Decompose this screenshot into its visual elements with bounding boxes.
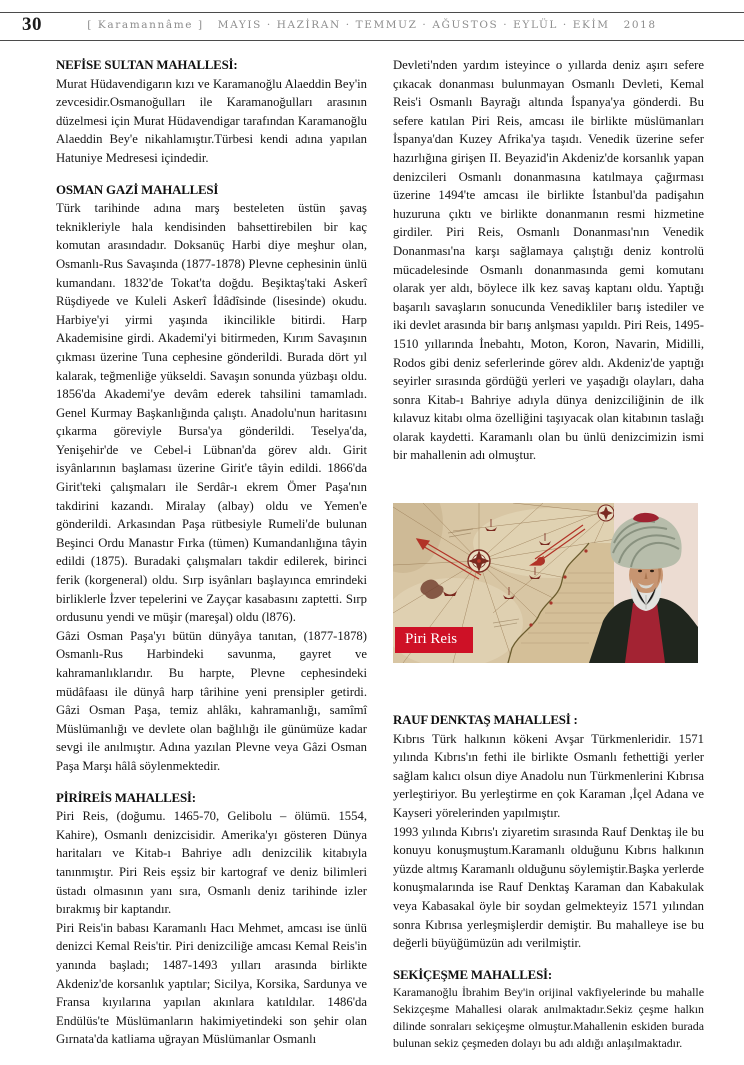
paragraph: Gâzi Osman Paşa'yı bütün dünyâya tanıtan, (1877-1878) Osmanlı-Rus Harbindeki savunma, gayret ve kahramanlıklarıdır. Bu harpte, Plevne cephesindeki müdâfaası ile dünyâ harp târihine yeni prensipler getirdi. Gâzi Osman Paşa, temiz ahlâkı, kahramanlığı, samîmî Müslümanlığı ve devlete olan bağlılığı ile günümüze kadar sevgi ile anılmıştır. Adına yazılan Plevne veya Gâzi Osman Paşa Marşı hâlâ söylenmektedir. <box>56 628 367 773</box>
page-number: 30 <box>22 14 42 35</box>
journal-title-line <box>0 19 744 31</box>
paragraph: Piri Reis, (doğumu. 1465-70, Gelibolu – ölümü. 1554, Kahire), Osmanlı denizcisidir. Amerika'yı gösteren Dünya haritaları ve Kitab-ı Bahriye adlı denizcilik kitabıyla tanınmıştır. Piri Reis eşsiz bir kartograf ve deniz bilimleri üstadı olmasının yanı sıra, Osmanlı deniz tarihinde izler bırakmış bir kaptandır. <box>56 809 367 917</box>
article-columns <box>56 56 704 1065</box>
paragraph: Devleti'nden yardım isteyince o yıllarda deniz aşırı sefere çıkacak donanması bulunmayan Osmanlı Devleti, Kemal Reis'i Osmanlı Bayrağı altında İspanya'ya gönderdi. Bu sefere katılan Piri Reis, amcası ile birlikte müslümanları İspanya'dan Kuzey Afrika'ya taşıdı. Venedik üzerine sefer hazırlığına girişen II. Beyazid'in Akdeniz'de korsanlık yapan denizcileri Osmanlı donanmasına katılmaya çağırması üzerine 1494'te amcası ile birlikte İstanbul'da padişahın huzuruna çıktı ve birlikte donanmanın resmi hizmetine girdiler. Piri Reis, Osmanlı Donanması'nın Venedik Donanması'na karşı sağlamaya çalıştığı deniz kontrolü mücadelesinde Osmanlı donanmasında gemi komutanı olarak yer aldı, böylece ilk kez savaş kaptanı oldu. Yaptığı başarılı savaşların sonucunda Venedikliler barış istediler ve iki devlet arasında bir barış anlşması yapıldı. Piri Reis, 1495-1510 yıllarında İnebahtı, Moton, Koron, Navarin, Midilli, Rodos gibi deniz seferlerinde görev aldı. Akdeniz'de yaptığı seyirler sırasında gördüğü yerleri ve yaşadığı olayları, daha sonra Kitab-ı Bahriye adıyla dünya denizciliğinin de ilk kılavuz kitabı olma özelliğini taşıyacak olan kitabının taslağı olarak kaydetti. Karamanlı olan bu ünlü denizcimizin ismi bir mahallenin adı olmuştur. <box>393 58 704 463</box>
section-heading: NEFİSE SULTAN MAHALLESİ: <box>56 58 238 72</box>
section-pirireis <box>56 789 367 1049</box>
journal-brand: [ Karamannâme ] <box>87 19 204 31</box>
section-sekicesme <box>393 966 704 1052</box>
paragraph: Türk tarihinde adına marş besteleten üstün şavaş teknikleriyle hala kendisinden bahsettirebilen bir kaç komutan arasındadır. Doksanüç Harbi diye meşhur olan, Osmanlı-Rus Savaşında (1877-1878) Plevne cephesinin ünlü kumandanı. 1832'de Tokat'ta doğdu. Beşiktaş'taki Askerî Rüşdiyede ve Kuleli Askerî İdâdîsinde (lisesinde) okudu. Harbiye'yi yirmi yaşında ikincilikle bitirdi. Harp Akademisine girdi. Akademi'yi bitirmeden, Kırım Savaşının çıkması üzerine Tuna cephesine gönderildi. Burada dört yıl kalarak, teğmenliğe yükseldi. Savaşın sonunda yüzbaşı oldu. 1856'da Akademi'ye devâm ederek tahsilini tamamladı. Genel Kurmay Başkanlığında çalıştı. Anadolu'nun haritasını çıkarma göreviyle Bursa'ya gönderildi. Teselya'da, Yenişehir'de ve Cebel-i Lübnan'da görev aldı. Girit isyânlarının başlaması üzerine Girit'e tâyin edildi. 1866'da Girit'teki çalışmaları ile Serdâr-ı ekrem Ömer Paşa'nın takdirini kazandı. Miralay (albay) oldu ve Yemen'e gönderildi. Arkasından Paşa rütbesiyle Rumeli'de bulunan Beşinci Ordu Manastır Fırka (tümen) Kumandanlığına tâyin edildi (1875). Buradaki çalışmaları takdir edilerek, birinci ferik (korgeneral) oldu. Sırp isyânları başlayınca emrindeki birliklerle İzver tepelerini ve Zayçar kasabasını zaptetti. Sırp ordusunu yendi ve müşir (mareşal) oldu (l876). <box>56 201 367 625</box>
header-rule-top <box>0 12 744 13</box>
section-nefise-sultan <box>56 56 367 168</box>
paragraph: Kıbrıs Türk halkının kökeni Avşar Türkmenleridir. 1571 yılında Kıbrıs'ın fethi ile birlikte Osmanlı fethettiği yerler sağlam kalıcı olsun diye Anadolu nun Türkmenlerini Kıbrısa yerleştiriyor. Bu yerleştirme en çok Karaman ,İçel Adana ve Kayseri yörelerinden yapılmıştır. <box>393 731 704 821</box>
figure-caption: Piri Reis <box>395 627 473 653</box>
section-pirireis-continuation <box>393 56 704 465</box>
left-column <box>56 56 367 1065</box>
paragraph: 1993 yılında Kıbrıs'ı ziyaretim sırasında Rauf Denktaş ile bu konuyu konuşmuştum.Karamanlı olduğunu Kıbrıs halkının yüzde altmış Karamanlı olduğunu söylemiştir.Başka yerlerde konuşmalarında ise Rauf Denktaş Karaman dan Kabakulak veya Kabasakal öyle bir soydan gelmekteyiz 1571 yılından sonra Kıbrısa yerleşmişlerdir demiştir. Bu mahalleye ise bu değerli büyüğümüzün adı verilmiştir. <box>393 824 704 951</box>
journal-year: 2018 <box>623 19 657 31</box>
section-rauf-denktas <box>393 711 704 953</box>
piri-reis-figure <box>393 503 698 663</box>
journal-months: MAYIS · HAZİRAN · TEMMUZ · AĞUSTOS · EYLÜL · EKİM <box>217 19 610 31</box>
paragraph: Murat Hüdavendigarın kızı ve Karamanoğlu Alaeddin Bey'in zevcesidir.Osmanoğulları ile Karamanoğulları arasının düzelmesi için Murat Hüdavendigar tarafından Karamanoğlu Alaeddin Bey'e nikahlamıştır.Türbesi kendi adına yapılan Hatuniye Medresesi içindedir. <box>56 76 367 165</box>
section-heading: PİRİREİS MAHALLESİ: <box>56 790 196 805</box>
section-heading: RAUF DENKTAŞ MAHALLESİ : <box>393 713 578 728</box>
section-heading: SEKİÇEŞME MAHALLESİ: <box>393 967 552 982</box>
section-osman-gazi <box>56 181 367 776</box>
paragraph: Piri Reis'in babası Karamanlı Hacı Mehmet, amcası ise ünlü denizci Kemal Reis'tir. Piri denizciliğe amcası Kemal Reis'in yanında başladı; 1487-1493 yılları arasında birlikte Akdeniz'de korsanlık yaptılar; Sicilya, Korsika, Sardunya ve Fransa kıyılarına yapılan akınlara katıldılar. 1486'da Endülüs'te Müslümanların hakimiyetindeki son şehir olan Gırnata'da katliama uğrayan Müslümanlar Osmanlı <box>56 920 367 1047</box>
section-heading: OSMAN GAZİ MAHALLESİ <box>56 182 219 197</box>
right-column <box>393 56 704 1065</box>
compass-rose-icon <box>598 505 614 521</box>
paragraph: Karamanoğlu İbrahim Bey'in orijinal vakfiyelerinde bu mahalle Sekizçeşme Mahallesi olarak anılmaktadır.Sekiz çeşme halkın dilinde sonraları sekiçeşme olmuştur.Mahallenin eskiden burada bulunan sekiz çeşmeden dolayı bu adı aldığı anlaşılmaktadır. <box>393 985 704 1050</box>
header-rule-bottom <box>0 40 744 41</box>
